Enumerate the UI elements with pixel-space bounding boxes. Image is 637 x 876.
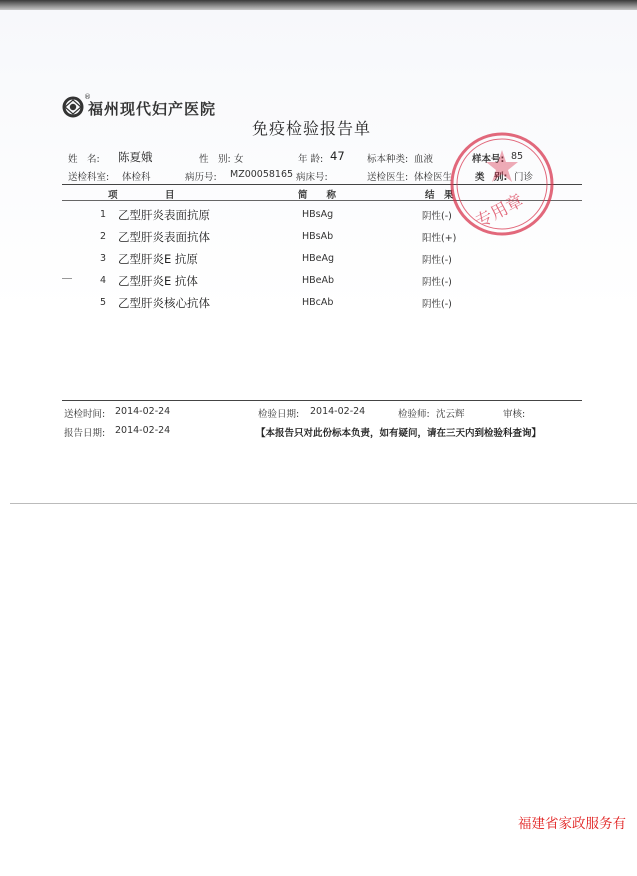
- sample-no: 85: [511, 151, 524, 162]
- report-date-label: 报告日期:: [64, 428, 106, 439]
- test-item: 乙型肝炎E 抗体: [118, 274, 198, 288]
- test-result: 阴性(-): [422, 277, 452, 288]
- report-date: 2014-02-24: [115, 425, 171, 436]
- column-header-result: 结 果: [425, 190, 454, 201]
- specimen-type: 血液: [414, 154, 434, 165]
- test-abbr: HBsAg: [302, 209, 334, 220]
- row-number: 1: [100, 209, 107, 220]
- test-result: 阴性(-): [422, 255, 452, 266]
- seal-text: 专用章: [472, 190, 527, 233]
- registered-mark: ®: [84, 93, 91, 101]
- patient-sex: 女: [234, 154, 244, 165]
- test-abbr: HBsAb: [302, 231, 334, 242]
- source-watermark: 福建省家政服务有: [518, 816, 626, 832]
- dept: 体检科: [122, 172, 151, 183]
- test-item: 乙型肝炎核心抗体: [118, 296, 210, 310]
- doctor-label: 送检医生:: [367, 172, 409, 183]
- test-item: 乙型肝炎表面抗体: [118, 230, 210, 244]
- page-divider: [10, 503, 637, 504]
- row-number: 2: [100, 231, 107, 242]
- age-label: 年 龄:: [298, 154, 324, 165]
- hospital-seal-stamp: [448, 130, 556, 238]
- submit-time: 2014-02-24: [115, 406, 171, 417]
- test-abbr: HBcAb: [302, 297, 334, 308]
- tester: 沈云辉: [436, 409, 465, 420]
- record-label: 病历号:: [185, 172, 217, 183]
- column-header-item: 项 目: [108, 190, 175, 201]
- column-header-abbr: 简 称: [298, 190, 337, 201]
- doctor: 体检医生: [414, 172, 453, 183]
- category: 门诊: [514, 172, 534, 183]
- submit-time-label: 送检时间:: [64, 409, 106, 420]
- row-number: 4: [100, 275, 107, 286]
- test-result: 阴性(-): [422, 299, 452, 310]
- hospital-name: 福州现代妇产医院: [88, 100, 217, 118]
- bed-label: 病床号:: [296, 172, 328, 183]
- record-number: MZ00058165: [230, 169, 294, 180]
- patient-age: 47: [330, 149, 345, 163]
- report-notice: 【本报告只对此份标本负责，如有疑问，请在三天内到检验科查询】: [256, 428, 542, 439]
- patient-name: 陈夏娥: [118, 150, 153, 164]
- test-item: 乙型肝炎表面抗原: [118, 208, 210, 222]
- test-abbr: HBeAg: [302, 253, 335, 264]
- row-number: 3: [100, 253, 107, 264]
- dept-label: 送检科室:: [68, 172, 110, 183]
- row-number: 5: [100, 297, 107, 308]
- test-result: 阳性(+): [422, 233, 457, 244]
- sex-label: 性 别:: [199, 154, 231, 165]
- table-bottom-rule: [62, 400, 582, 401]
- test-date-label: 检验日期:: [258, 409, 300, 420]
- tester-label: 检验师:: [398, 409, 430, 420]
- report-title: 免疫检验报告单: [252, 119, 372, 138]
- specimen-label: 标本种类:: [367, 154, 409, 165]
- test-abbr: HBeAb: [302, 275, 335, 286]
- category-label: 类 别:: [475, 172, 508, 183]
- test-result: 阴性(-): [422, 211, 452, 222]
- sample-no-label: 样本号:: [472, 154, 505, 165]
- name-label: 姓 名:: [68, 154, 100, 165]
- test-date: 2014-02-24: [310, 406, 366, 417]
- hospital-logo-icon: [62, 96, 84, 118]
- scan-artifact-line: [62, 278, 72, 279]
- test-item: 乙型肝炎E 抗原: [118, 252, 198, 266]
- reviewer-label: 审核:: [503, 409, 526, 420]
